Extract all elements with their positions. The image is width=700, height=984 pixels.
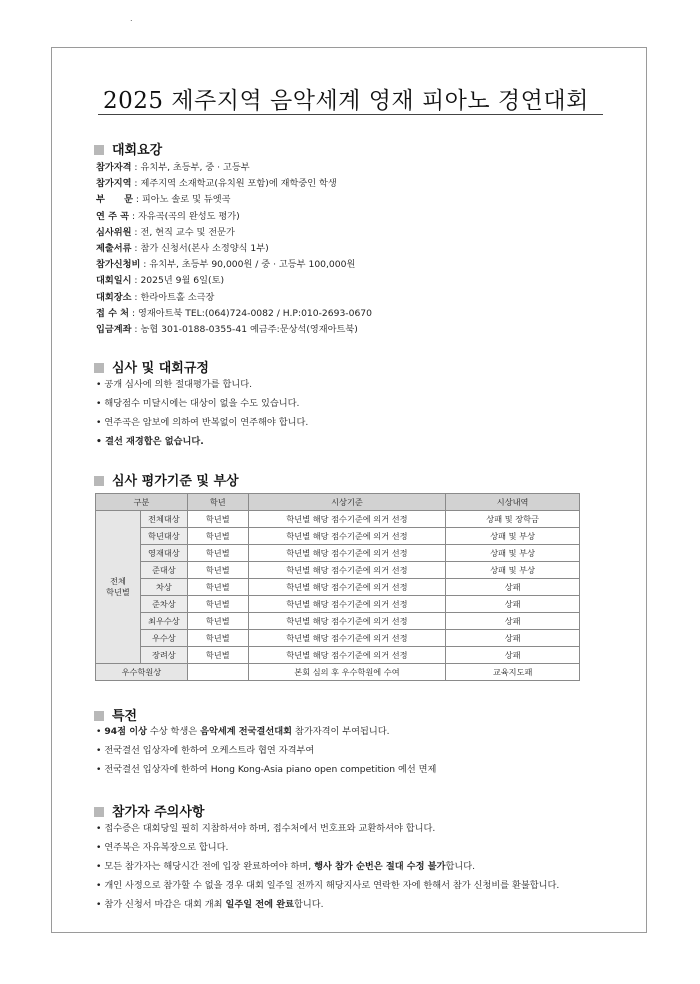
criterion-cell: 학년별 해당 점수기준에 의거 선정	[248, 596, 446, 613]
prize-cell: 상패 및 부상	[446, 528, 580, 545]
criterion-cell: 학년별 해당 점수기준에 의거 선정	[248, 630, 446, 647]
overview-item-value: : 피아노 솔로 및 듀엣곡	[132, 194, 231, 206]
criterion-cell: 학년별 해당 점수기준에 의거 선정	[248, 511, 446, 528]
overview-item-label: 입금계좌	[96, 324, 132, 336]
overview-item-label: 접 수 처	[96, 307, 130, 319]
table-row	[96, 545, 580, 562]
group-label-line: 전체	[110, 576, 126, 586]
notice-item: • 접수증은 대회당일 필히 지참하셔야 하며, 접수처에서 번호표와 교환하셔야 합니다.	[96, 823, 436, 834]
prize-cell: 상패 및 부상	[446, 562, 580, 579]
award-cell: 우수상	[140, 630, 187, 647]
title-underline	[98, 114, 603, 115]
overview-item	[96, 290, 372, 306]
overview-item-label: 연 주 곡	[96, 210, 130, 222]
criterion-cell: 학년별 해당 점수기준에 의거 선정	[248, 647, 446, 664]
overview-item	[96, 241, 372, 257]
prize-cell: 교육지도패	[446, 664, 580, 681]
award-cell: 준차상	[140, 596, 187, 613]
square-bullet-icon	[94, 476, 104, 486]
rules-item: • 공개 심사에 의한 절대평가를 합니다.	[96, 379, 253, 390]
section-notice-label: 참가자 주의사항	[112, 805, 205, 820]
grade-cell: 학년별	[187, 630, 248, 647]
overview-item	[96, 209, 372, 225]
rules-item: • 연주곡은 암보에 의하여 반복없이 연주해야 합니다.	[96, 417, 309, 428]
section-rules-heading	[94, 357, 209, 376]
benefits-list	[96, 722, 436, 779]
overview-item-value: : 한라아트홀 소극장	[131, 291, 215, 303]
notice-item: • 연주복은 자유복장으로 합니다.	[96, 842, 229, 853]
rules-item: • 결선 재경합은 없습니다.	[96, 436, 204, 447]
section-overview-label: 대회요강	[112, 143, 163, 158]
overview-item	[96, 176, 372, 192]
prize-cell: 상패	[446, 613, 580, 630]
overview-item-label: 참가자격	[96, 162, 132, 173]
award-table	[95, 493, 580, 681]
prize-cell: 상패	[446, 596, 580, 613]
overview-item	[96, 160, 372, 176]
square-bullet-icon	[94, 807, 104, 817]
table-row	[96, 528, 580, 545]
benefit-item: • 94점 이상 수상 학생은 음악세계 전국결선대회 참가자격이 부여됩니다.	[96, 726, 390, 737]
overview-item-label: 부 문	[96, 194, 133, 206]
benefit-item: • 전국결선 입상자에 한하여 오케스트라 협연 자격부여	[96, 745, 315, 756]
notice-item: • 참가 신청서 마감은 대회 개최 일주일 전에 완료합니다.	[96, 899, 324, 910]
overview-item-value: : 전, 현직 교수 및 전문가	[131, 226, 235, 238]
section-notice-heading	[94, 801, 204, 820]
table-row	[96, 511, 580, 528]
square-bullet-icon	[94, 711, 104, 721]
table-row	[96, 596, 580, 613]
grade-cell: 학년별	[187, 562, 248, 579]
award-cell: 준대상	[140, 562, 187, 579]
overview-list	[96, 160, 372, 338]
section-overview-heading	[94, 139, 162, 158]
table-header-row	[96, 494, 580, 511]
overview-item	[96, 306, 372, 322]
group-label-cell	[96, 511, 141, 664]
overview-item-value: : 제주지역 소재학교(유치원 포함)에 재학중인 학생	[131, 178, 337, 190]
overview-item-label: 참가신청비	[96, 259, 141, 271]
award-cell: 최우수상	[140, 613, 187, 630]
notice-item: • 개인 사정으로 참가할 수 없을 경우 대회 일주일 전까지 해당지사로 연락한 자에 한해서 참가 신청비를 환불합니다.	[96, 880, 560, 891]
page-title: 2025 제주지역 음악세계 영재 피아노 경연대회	[103, 88, 589, 114]
criterion-cell: 학년별 해당 점수기준에 의거 선정	[248, 579, 446, 596]
grade-cell: 학년별	[187, 613, 248, 630]
award-cell: 우수학원상	[96, 664, 188, 681]
overview-item-label: 참가지역	[96, 178, 132, 190]
overview-item	[96, 192, 372, 208]
rules-list	[96, 375, 308, 451]
section-benefits-label: 특전	[112, 709, 138, 724]
header-prize: 시상내역	[446, 494, 580, 511]
prize-cell: 상패	[446, 647, 580, 664]
criterion-cell: 학년별 해당 점수기준에 의거 선정	[248, 613, 446, 630]
grade-cell: 학년별	[187, 528, 248, 545]
notice-list	[96, 819, 559, 914]
overview-item-value: : 유치부, 초등부, 중 · 고등부	[131, 162, 250, 173]
prize-cell: 상패	[446, 579, 580, 596]
header-category: 구분	[96, 494, 188, 511]
prize-cell: 상패	[446, 630, 580, 647]
overview-item	[96, 225, 372, 241]
benefit-item: • 전국결선 입상자에 한하여 Hong Kong-Asia piano open competition 예선 면제	[96, 764, 437, 775]
criterion-cell: 학년별 해당 점수기준에 의거 선정	[248, 562, 446, 579]
header-grade: 학년	[187, 494, 248, 511]
overview-item-value: : 농협 301-0188-0355-41 예금주:문상석(영재아트북)	[131, 324, 358, 336]
overview-item-value: : 자유곡(곡의 완성도 평가)	[129, 210, 240, 222]
overview-item-value: : 2025년 9월 6일(토)	[131, 275, 225, 287]
overview-item	[96, 257, 372, 273]
rules-item: • 해당점수 미달시에는 대상이 없을 수도 있습니다.	[96, 398, 300, 409]
table-row	[96, 647, 580, 664]
prize-cell: 상패 및 장학금	[446, 511, 580, 528]
grade-cell: 학년별	[187, 511, 248, 528]
stray-mark: .	[130, 14, 133, 23]
table-row	[96, 613, 580, 630]
criterion-cell: 학년별 해당 점수기준에 의거 선정	[248, 528, 446, 545]
grade-cell: 학년별	[187, 579, 248, 596]
prize-cell: 상패 및 부상	[446, 545, 580, 562]
section-rules-label: 심사 및 대회규정	[112, 361, 209, 376]
table-row	[96, 562, 580, 579]
square-bullet-icon	[94, 145, 104, 155]
table-row-academy	[96, 664, 580, 681]
overview-item-label: 대회장소	[96, 291, 132, 303]
notice-item: • 모든 참가자는 해당시간 전에 입장 완료하여야 하며, 행사 참가 순번은 절대 수정 불가합니다.	[96, 861, 476, 872]
overview-item	[96, 273, 372, 289]
grade-cell	[187, 664, 248, 681]
square-bullet-icon	[94, 363, 104, 373]
table-row	[96, 579, 580, 596]
award-cell: 학년대상	[140, 528, 187, 545]
section-criteria-label: 심사 평가기준 및 부상	[112, 474, 239, 489]
overview-item-value: : 참가 신청서(본사 소정양식 1부)	[131, 243, 269, 255]
grade-cell: 학년별	[187, 596, 248, 613]
award-cell: 차상	[140, 579, 187, 596]
overview-item-label: 제출서류	[96, 243, 132, 255]
table-row	[96, 630, 580, 647]
overview-item	[96, 322, 372, 338]
criterion-cell: 학년별 해당 점수기준에 의거 선정	[248, 545, 446, 562]
section-criteria-heading	[94, 470, 239, 489]
grade-cell: 학년별	[187, 545, 248, 562]
group-label-line: 학년별	[106, 587, 130, 597]
grade-cell: 학년별	[187, 647, 248, 664]
overview-item-label: 심사위원	[96, 226, 132, 238]
award-cell: 영재대상	[140, 545, 187, 562]
criterion-cell: 본회 심의 후 우수학원에 수여	[248, 664, 446, 681]
overview-item-label: 대회일시	[96, 275, 132, 287]
overview-item-value: : 영재아트북 TEL:(064)724-0082 / H.P:010-2693-0670	[129, 307, 373, 319]
overview-item-value: : 유치부, 초등부 90,000원 / 중 · 고등부 100,000원	[140, 259, 356, 271]
award-cell: 전체대상	[140, 511, 187, 528]
header-criterion: 시상기준	[248, 494, 446, 511]
award-cell: 장려상	[140, 647, 187, 664]
